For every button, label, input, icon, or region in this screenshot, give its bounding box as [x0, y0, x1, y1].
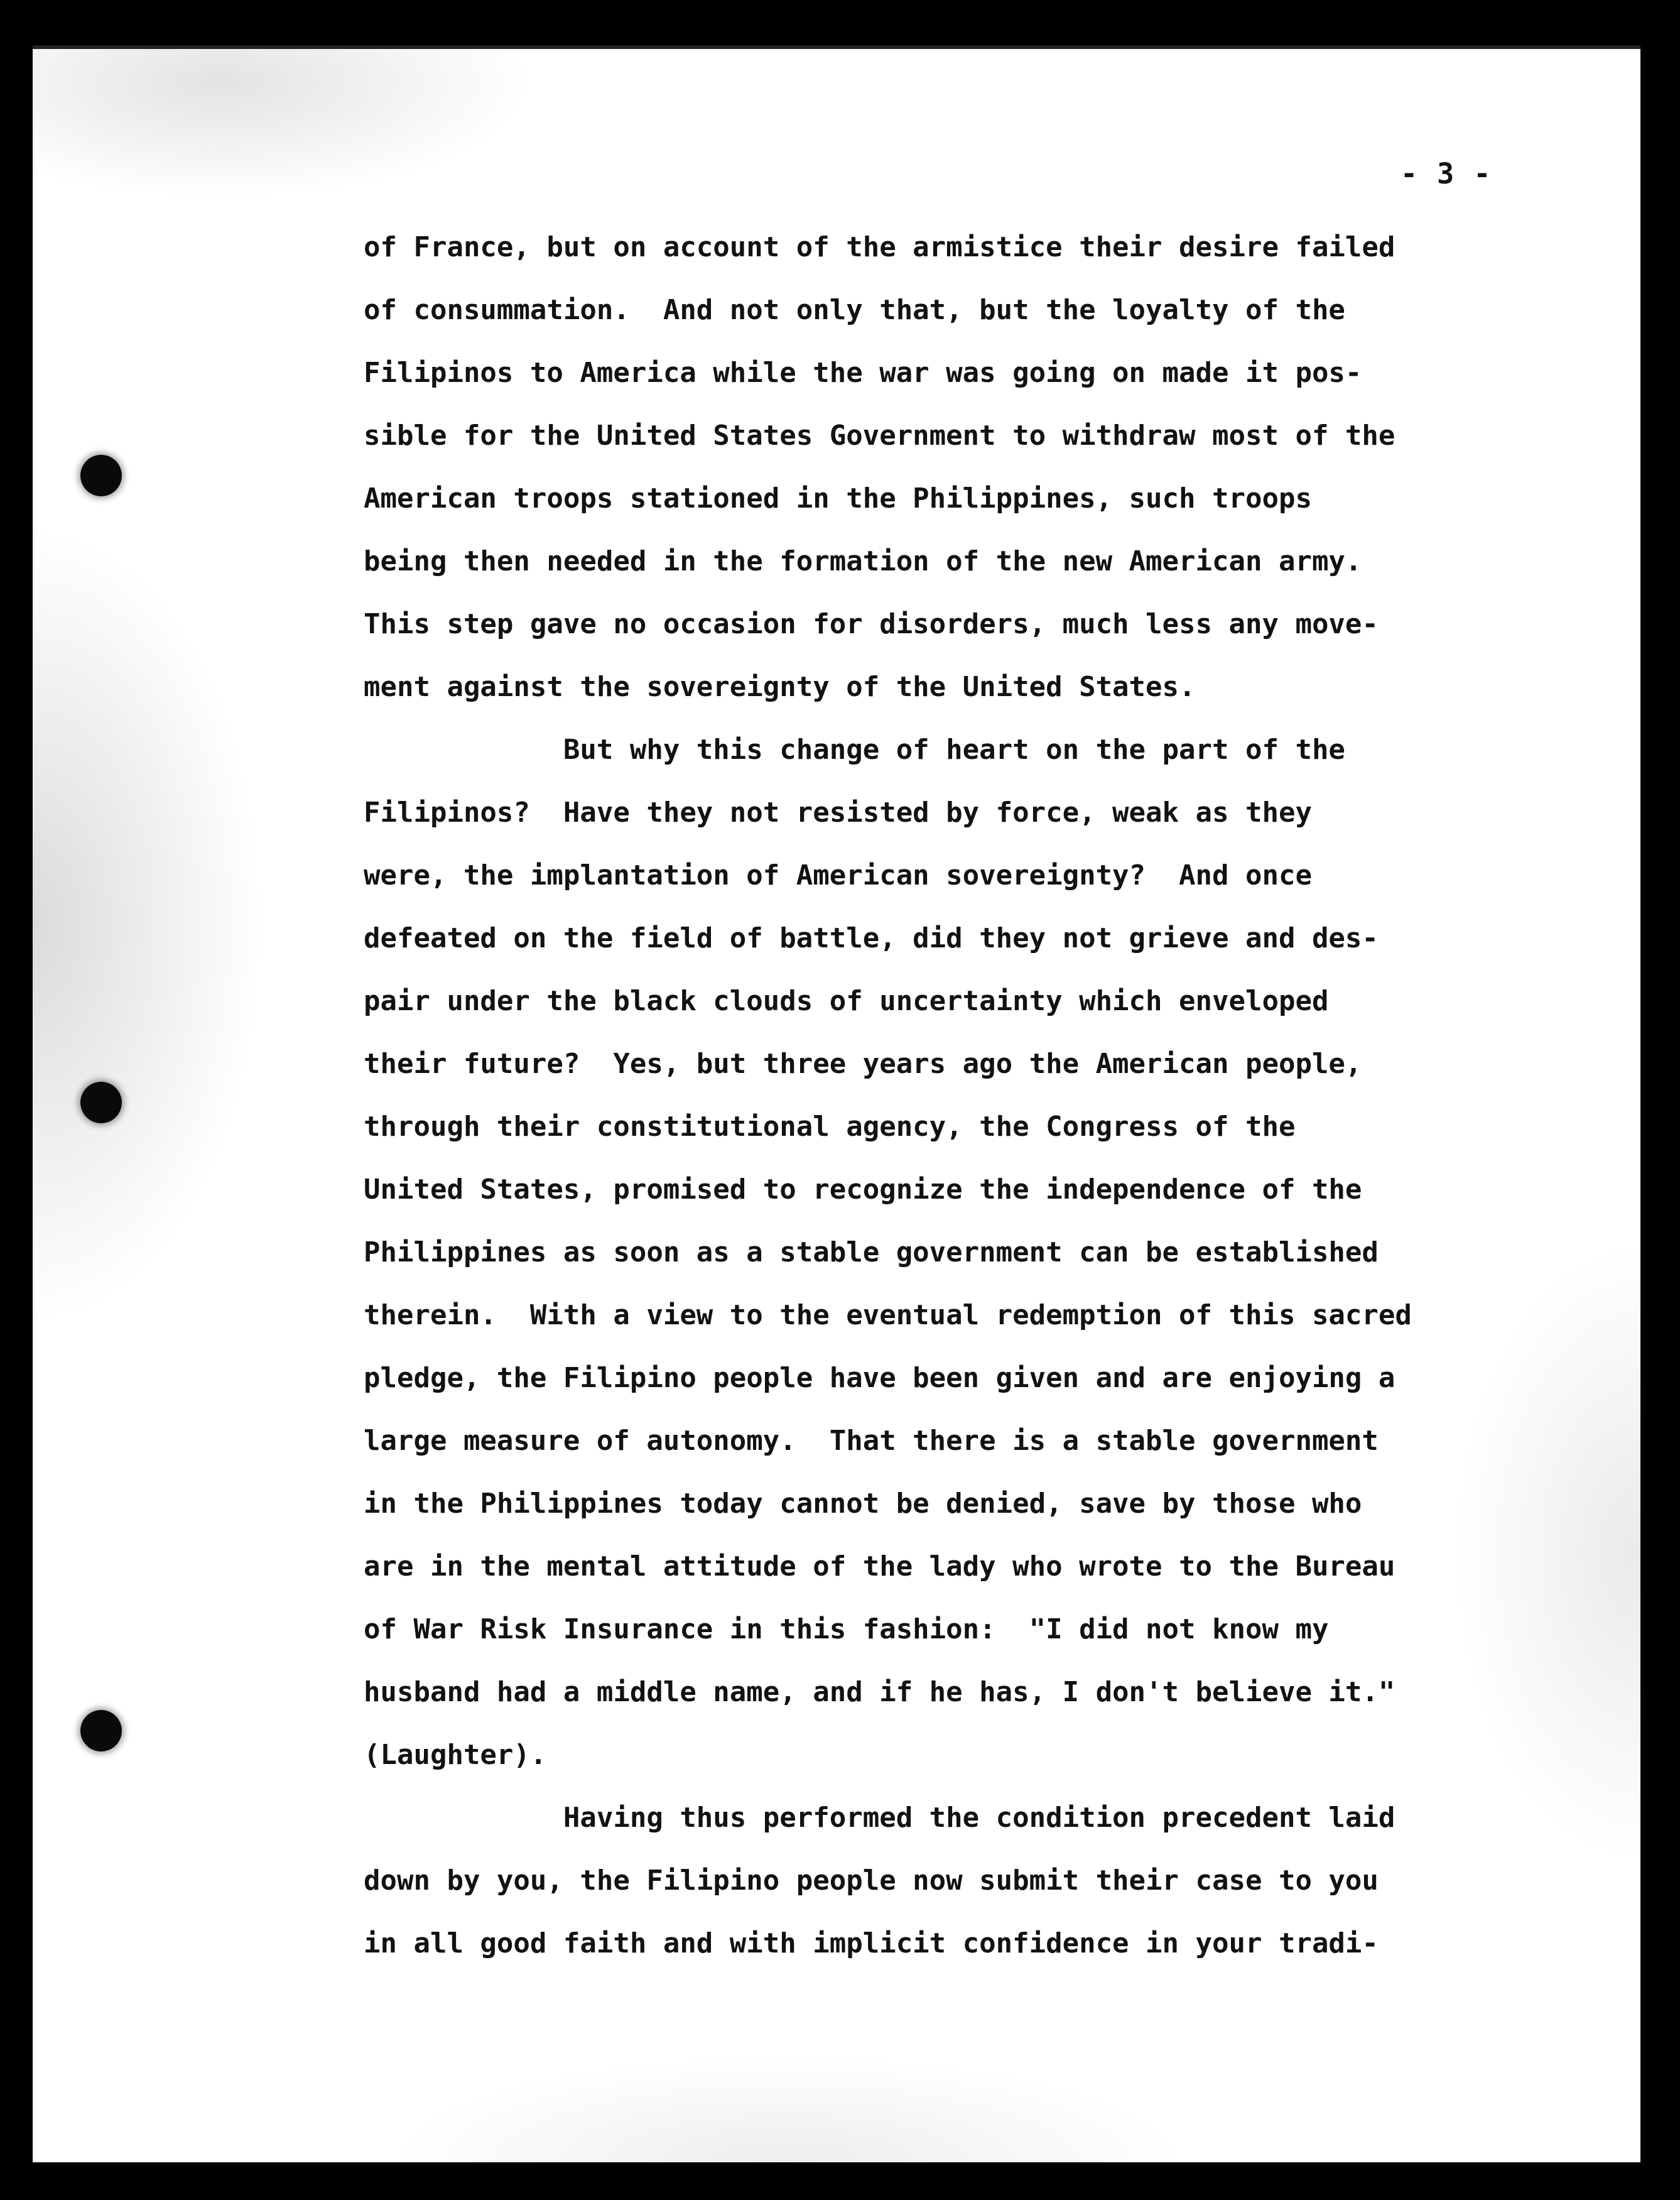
text-line: through their constitutional agency, the Congress of the: [364, 1111, 1296, 1143]
text-line: pledge, the Filipino people have been given and are enjoying a: [364, 1362, 1395, 1394]
text-line: pair under the black clouds of uncertainty which enveloped: [364, 985, 1329, 1017]
text-line: therein. With a view to the eventual redemption of this sacred: [364, 1299, 1412, 1331]
text-line: are in the mental attitude of the lady who wrote to the Bureau: [364, 1550, 1395, 1582]
text-line: United States, promised to recognize the independence of the: [364, 1174, 1362, 1206]
punch-hole: [80, 1082, 122, 1123]
text-line: large measure of autonomy. That there is a stable government: [364, 1425, 1379, 1457]
text-line: Filipinos? Have they not resisted by force, weak as they: [364, 797, 1312, 829]
text-line: ment against the sovereignty of the United States.: [364, 671, 1196, 703]
text-line: Filipinos to America while the war was going on made it pos-: [364, 357, 1362, 389]
text-line: American troops stationed in the Philippines, such troops: [364, 482, 1312, 515]
page-number: - 3 -: [1401, 157, 1492, 190]
text-line: (Laughter).: [364, 1739, 547, 1771]
punch-hole: [80, 1710, 122, 1751]
text-line: in all good faith and with implicit confidence in your tradi-: [364, 1927, 1379, 1959]
text-line: But why this change of heart on the part of the: [364, 734, 1345, 766]
page-top-edge: [33, 45, 1640, 49]
text-line: Philippines as soon as a stable government can be established: [364, 1236, 1379, 1268]
text-line: their future? Yes, but three years ago the American people,: [364, 1048, 1362, 1080]
typed-text-block: [364, 216, 1620, 1975]
text-line: down by you, the Filipino people now submit their case to you: [364, 1865, 1379, 1897]
text-line: of consummation. And not only that, but the loyalty of the: [364, 294, 1345, 326]
text-line: Having thus performed the condition precedent laid: [364, 1802, 1395, 1834]
punch-hole: [80, 455, 122, 496]
text-line: of War Risk Insurance in this fashion: "I did not know my: [364, 1613, 1329, 1645]
document-page: [33, 45, 1640, 2162]
text-line: being then needed in the formation of the new American army.: [364, 545, 1362, 577]
text-line: of France, but on account of the armistice their desire failed: [364, 231, 1395, 263]
text-line: husband had a middle name, and if he has, I don't believe it.": [364, 1676, 1395, 1708]
text-line: in the Philippines today cannot be denied, save by those who: [364, 1488, 1362, 1520]
text-line: sible for the United States Government to withdraw most of the: [364, 420, 1395, 452]
text-line: were, the implantation of American sovereignty? And once: [364, 859, 1312, 891]
text-line: defeated on the field of battle, did they not grieve and des-: [364, 922, 1379, 954]
text-line: This step gave no occasion for disorders, much less any move-: [364, 608, 1379, 640]
